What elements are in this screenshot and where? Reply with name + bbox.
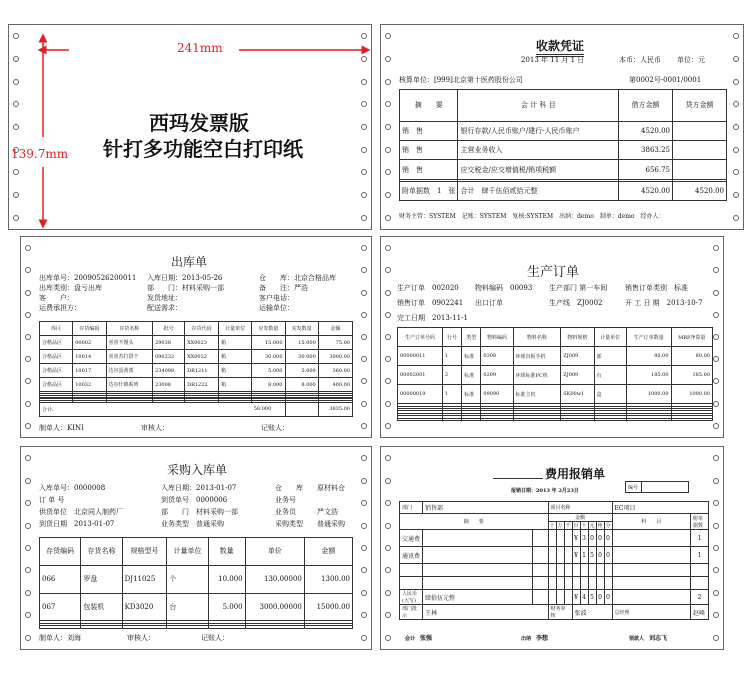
info-field: 出口订单 [475,299,503,307]
cell: 066 [40,565,81,593]
cell: 2 [691,590,709,605]
column-header: 应发数量 [252,322,285,336]
cell: 银行存款/人民币账户/建行-人民币账户 [458,121,619,140]
cell: 5 [588,590,596,605]
cell: 3000.00000 [245,593,304,621]
cell [423,577,533,590]
cell [561,418,594,420]
cell: 台 [167,593,208,621]
table-row [400,160,727,179]
expense-item: 交通费 [400,530,423,547]
column-header: 计量单位 [594,328,626,347]
cell: 400.00 [318,378,352,392]
cell: 29038 [153,336,185,350]
voucher-unit: 单位：元 [677,56,705,64]
cell: 0308 [481,347,513,366]
purchase-receipt [20,446,372,650]
cell [122,626,167,629]
table-row [40,364,353,378]
table-row [400,564,709,577]
info-field: 严文浩 [317,508,338,516]
cell: 3000.00 [318,350,352,364]
cell [612,547,690,564]
cell [400,577,423,590]
cell [400,564,423,577]
table-row [40,336,353,350]
info-field: 出库单号：20090526200011 [39,274,137,282]
column-header: MRP净算量 [671,328,712,347]
cell [604,564,612,577]
table-row [40,350,353,364]
expense-claim: 费用报销单 报销日期：2013 年 2月23日 编号 部门 销售部 项目名称 EC项目 摘 要 金额 科 目 附单据数 十 万 千 百 十 元 角 分 交通费 ¥ 3 0 0 0 1 通讯费 ¥ 1 5 0 0 1 人民币(大写) 肆拾伍元整 ¥ 4 5 0 0 2 部门批示 王林 财务审核 张波 总经理 赵峰 会计 张强 出纳 李想 领款人 刘志飞 [380,446,724,650]
outbound-maker: 制单人：KINI [39,424,84,432]
column-header: 存货编码 [40,538,81,566]
cell: DJ11025 [122,565,167,593]
info-field: 备 注：严浩 [259,284,308,292]
info-field: 生产部门 第一车间 [549,284,608,292]
expense-item: 通讯费 [400,547,423,564]
cell [594,418,626,420]
cell: 合格品区 [40,350,73,364]
cell: 15.000 [285,336,318,350]
cell [481,418,513,420]
cell [556,564,564,577]
expense-date: 报销日期：2013 年 2月23日 [511,488,579,494]
info-field: 原材料仓 [317,484,345,492]
cell: 09090 [481,385,513,404]
cell: 1000.00 [671,385,712,404]
table-row [40,626,353,629]
cell: ¥ [572,547,580,564]
cell [81,626,122,629]
cell: 0209 [481,366,513,385]
cell [532,564,548,577]
total-words: 肆拾伍元整 [423,590,533,605]
cell [612,590,690,605]
cell [564,547,572,564]
cell: 0 [604,530,612,547]
table-row [40,565,353,593]
cell: 标准主机 [513,385,561,404]
purchase-auditor: 审核人： [127,634,155,642]
digit-header: 十 [549,523,555,529]
voucher-table: 摘 要 会 计 科 目 借方金额 贷方金额 销 售 银行存款/人民币账户/建行-人民币账户 4520.00 销 售 主营业务收入 3863.25 销 售 应交税金/应交增值税/销项税额 656.75 附单据数 1 张 合计 肆千伍佰贰拾元整 4520.00 4520.00 [399,89,727,201]
table-row [400,121,727,140]
cell: ¥ [572,530,580,547]
cell: 环球标准PC机 [513,366,561,385]
cell: 1000.00 [626,385,671,404]
outbound-bookkeeper: 记账人： [261,424,289,432]
table-row [398,347,713,366]
cell: 盒 [594,385,626,404]
outbound-table: 库区 存货编码 存货名称 批号 存货代码 计量单位 应发数量 实发数量 金额 合格品区 00002 喜喜不馒头 29038 XX0023 箱 15.000 15.000 75.00 合格品区 10014 喜喜苏打饼干 090232 XX0022 箱 30.000 30.000 3000.00 合格品区 10017 达尔蛋黄派 234098 DR1211 箱 5.000 5.000 360.00 合格品区 10032 达尔什锦系列 23008 DR1222 箱 8.000 8.000 400.00 合计: 58.000 3835.00 [39,321,353,417]
cell: ZJ009 [561,366,594,385]
column-header: 金额 [304,538,352,566]
cell: 10014 [73,350,106,364]
cell: 185.00 [671,366,712,385]
digit-header: 百 [573,523,579,529]
cell: 个 [167,565,208,593]
digit-header: 角 [597,523,603,529]
cell: 00002 [73,336,106,350]
cell: ¥ [572,590,580,605]
column-header: 存货名称 [106,322,153,336]
product-title: 西玛发票版 [149,111,249,135]
info-field: 仓 库 [275,484,303,492]
info-field: 入库日期：2013-01-07 [161,484,237,492]
cell [548,577,556,590]
cell: 10032 [73,378,106,392]
cell: 0 [596,547,604,564]
voucher-title: 收款凭证 [536,37,584,57]
table-row [400,577,709,590]
info-field: 部 门：材料采购一部 [147,284,224,292]
cell: 4 [580,590,588,605]
digit-header: 万 [557,523,563,529]
cell [588,564,596,577]
cell: 箱 [219,378,252,392]
cell: 环球直板手机 [513,347,561,366]
cell: 0 [604,547,612,564]
info-field: 运费承担方： [39,304,81,312]
cell: XX0023 [185,336,219,350]
cell [673,121,727,140]
info-field: 销售订单类别 标准 [625,284,688,292]
cell: 360.00 [318,364,352,378]
receipt-voucher [380,24,744,230]
cell: 喜喜不馒头 [106,336,153,350]
info-field: 运输单位： [259,304,294,312]
product-subtitle: 针打多功能空白打印纸 [103,137,303,161]
cell: 销 售 [400,160,458,179]
cell: 00002001 [398,366,443,385]
cell: 达尔什锦系列 [106,378,153,392]
cell [673,141,727,160]
cell: 1300.00 [304,565,352,593]
cell: DR1211 [185,364,219,378]
info-field: 客 户： [39,294,74,302]
production-table [397,327,713,421]
cell: ZJ009 [561,347,594,366]
cell: 00000011 [398,347,443,366]
info-field: 部 门 材料采购一部 [161,508,238,516]
info-field: 出库类别：盘亏出库 [39,284,102,292]
info-field: 普通采购 [317,520,345,528]
voucher-currency: 本币：人民币 [619,56,661,64]
cell: 标准 [462,347,481,366]
voucher-org: 核算单位：[999]北京第十医药股份公司 [399,76,523,84]
cell [304,626,352,629]
column-header: 金额 [318,322,352,336]
cell: 234098 [153,364,185,378]
cell: 包装机 [81,593,122,621]
cell [532,547,548,564]
cell: 合格品区 [40,336,73,350]
cell: XX0022 [185,350,219,364]
cell: 罗盘 [81,565,122,593]
column-header: 会 计 科 目 [458,90,619,122]
column-header: 实发数量 [285,322,318,336]
table-row [400,141,727,160]
cell: 0 [604,590,612,605]
cell [513,418,561,420]
cell [556,577,564,590]
cell [398,418,443,420]
outbound-title: 出库单 [171,255,208,269]
cell: 30.000 [285,350,318,364]
expense-title: 费用报销单 [545,467,606,481]
production-order [380,236,724,438]
cell: DR1222 [185,378,219,392]
digit-header: 元 [589,523,595,529]
info-field: 销售订单 0902241 [397,299,464,307]
cell [532,530,548,547]
cell: 部 [594,347,626,366]
cell: 1 [691,547,709,564]
column-header: 单价 [245,538,304,566]
cell [564,590,572,605]
info-field: 发货地址： [147,294,182,302]
cell [532,577,548,590]
table-row [40,378,353,392]
cell: 应交税金/应交增值税/销项税额 [458,160,619,179]
column-header: 库区 [40,322,73,336]
info-field: 生产线 ZJ0002 [549,299,603,307]
info-field: 入库单号：0000008 [39,484,106,492]
column-header: 计量单位 [167,538,208,566]
cell [245,626,304,629]
cell [691,577,709,590]
cell [442,418,461,420]
column-header: 规格型号 [122,538,167,566]
cell [556,590,564,605]
outbound-auditor: 审核人： [141,424,169,432]
cell [208,626,245,629]
cell [564,564,572,577]
column-header: 存货编码 [73,322,106,336]
production-title: 生产订单 [527,265,580,280]
cell: SK00w1 [561,385,594,404]
cell: 1 [691,530,709,547]
info-field: 到货单号 0000006 [161,496,228,504]
cell: 销 售 [400,121,458,140]
cell [556,547,564,564]
table-row [40,593,353,621]
cell [462,418,481,420]
cell: 喜喜苏打饼干 [106,350,153,364]
info-field: 采购类型 [275,520,303,528]
cell: 10017 [73,364,106,378]
cell: 3863.25 [619,141,673,160]
cell: 0 [596,590,604,605]
cell: 1 [442,347,461,366]
cell: 80.00 [626,347,671,366]
info-field: 仓 库：北京合格品库 [259,274,336,282]
info-field: 到货日期 2013-01-07 [39,520,115,528]
cell [572,577,580,590]
column-header: 物料规格 [561,328,594,347]
cell [423,564,533,577]
cell: 80.00 [671,347,712,366]
cell: 箱 [219,336,252,350]
cell: 23008 [153,378,185,392]
column-header: 行号 [442,328,461,347]
height-label: 139.7mm [11,147,69,161]
cell [691,564,709,577]
cell [532,590,548,605]
column-header: 生产订单数量 [626,328,671,347]
cell: 10.000 [208,565,245,593]
cell: 达尔蛋黄派 [106,364,153,378]
info-field: 配送需求： [147,304,182,312]
outbound-order [20,236,372,438]
expense-table: 部门 销售部 项目名称 EC项目 摘 要 金额 科 目 附单据数 十 万 千 百 十 元 角 分 交通费 ¥ 3 0 0 0 1 通讯费 ¥ 1 5 0 0 1 人民币(大写) 肆拾伍元整 ¥ 4 5 0 0 2 部门批示 王林 财务审核 张波 总经理 赵峰 [399,501,709,620]
info-field: 完工日期 2013-11-1 [397,314,468,322]
cell [580,577,588,590]
voucher-date: 2013 年 11 月 1 日 [521,56,585,64]
cell: 台 [594,366,626,385]
cell [548,590,556,605]
invoice-no-box: 编号 [625,481,689,493]
cell [40,626,81,629]
cell [671,418,712,420]
digit-header: 分 [605,523,611,529]
info-field: 订 单 号 [39,496,65,504]
purchase-bookkeeper: 记账人： [201,634,229,642]
info-field: 业务号 [275,496,296,504]
info-field: 供货单位 北京同人制药厂 [39,508,123,516]
cell [564,530,572,547]
cell: 标准 [462,385,481,404]
info-field: 生产订单 002020 [397,284,459,292]
cell [626,418,671,420]
info-field: 业务员 [275,508,296,516]
cell [596,577,604,590]
cell: 2 [442,366,461,385]
cell [556,530,564,547]
cell: 75.00 [318,336,352,350]
cell: 0 [588,530,596,547]
info-field: 入库日期：2013-05-26 [147,274,223,282]
info-field: 物料编码 00093 [475,284,533,292]
cell [548,530,556,547]
column-header: 批号 [153,322,185,336]
purchase-maker: 制单人：刘海 [39,634,81,642]
column-header: 生产订单号码 [398,328,443,347]
cell: 656.75 [619,160,673,179]
cell [612,564,690,577]
cell [588,577,596,590]
cell [596,564,604,577]
cell: 5.000 [252,364,285,378]
width-label: 241mm [177,41,223,55]
cell: 5 [588,547,596,564]
cell [167,626,208,629]
cell: 15.000 [252,336,285,350]
column-header: 借方金额 [619,90,673,122]
info-field: 开 工 日 期 2013-10-7 [625,299,703,307]
cell [580,564,588,577]
table-row [398,366,713,385]
column-header: 物料编码 [481,328,513,347]
voucher-number: 第0002号-0001/0001 [629,76,702,84]
cell: 5.000 [208,593,245,621]
cell: 合格品区 [40,364,73,378]
cell [564,577,572,590]
cell: 8.000 [252,378,285,392]
column-header: 贷方金额 [673,90,727,122]
cell: 销 售 [400,141,458,160]
cell: 067 [40,593,81,621]
info-field: 业务类型 普通采购 [161,520,224,528]
cell [548,547,556,564]
cell: 00000019 [398,385,443,404]
cell: KD3020 [122,593,167,621]
voucher-footer: 财务主管：SYSTEM 记账：SYSTEM 复核:SYSTEM 出纳：demo 制单：demo 经办人： [399,213,665,220]
table-row [400,547,709,564]
purchase-title: 采购入库单 [167,463,228,477]
column-header: 类型 [462,328,481,347]
cell: 4520.00 [619,121,673,140]
cell: 箱 [219,350,252,364]
cell: 090232 [153,350,185,364]
cell: 标准 [462,366,481,385]
table-row [398,418,713,420]
cell: 合格品区 [40,378,73,392]
digit-header: 千 [565,523,571,529]
cell: 1 [442,385,461,404]
cell: 130.00000 [245,565,304,593]
info-field: 客户电话： [259,294,294,302]
cell: 人民币(大写) [400,590,423,605]
cell: 3 [580,530,588,547]
cell: 15000.00 [304,593,352,621]
cell [612,577,690,590]
column-header: 物料名称 [513,328,561,347]
cell: 0 [596,530,604,547]
cell: 1 [580,547,588,564]
cell [673,160,727,179]
cell [572,564,580,577]
cell [612,530,690,547]
cell [604,577,612,590]
paper-sample-blank [8,24,372,230]
cell: 185.00 [626,366,671,385]
column-header: 计量单位 [219,322,252,336]
cell: 30.000 [252,350,285,364]
cell: 主营业务收入 [458,141,619,160]
column-header: 数量 [208,538,245,566]
column-header: 存货代码 [185,322,219,336]
cell: 8.000 [285,378,318,392]
cell: 箱 [219,364,252,378]
column-header: 摘 要 [400,90,458,122]
cell: 5.000 [285,364,318,378]
purchase-table [39,537,353,629]
cell [423,547,533,564]
table-row [400,530,709,547]
cell [423,530,533,547]
cell [548,564,556,577]
column-header: 存货名称 [81,538,122,566]
digit-header: 十 [581,523,587,529]
table-row [398,385,713,404]
